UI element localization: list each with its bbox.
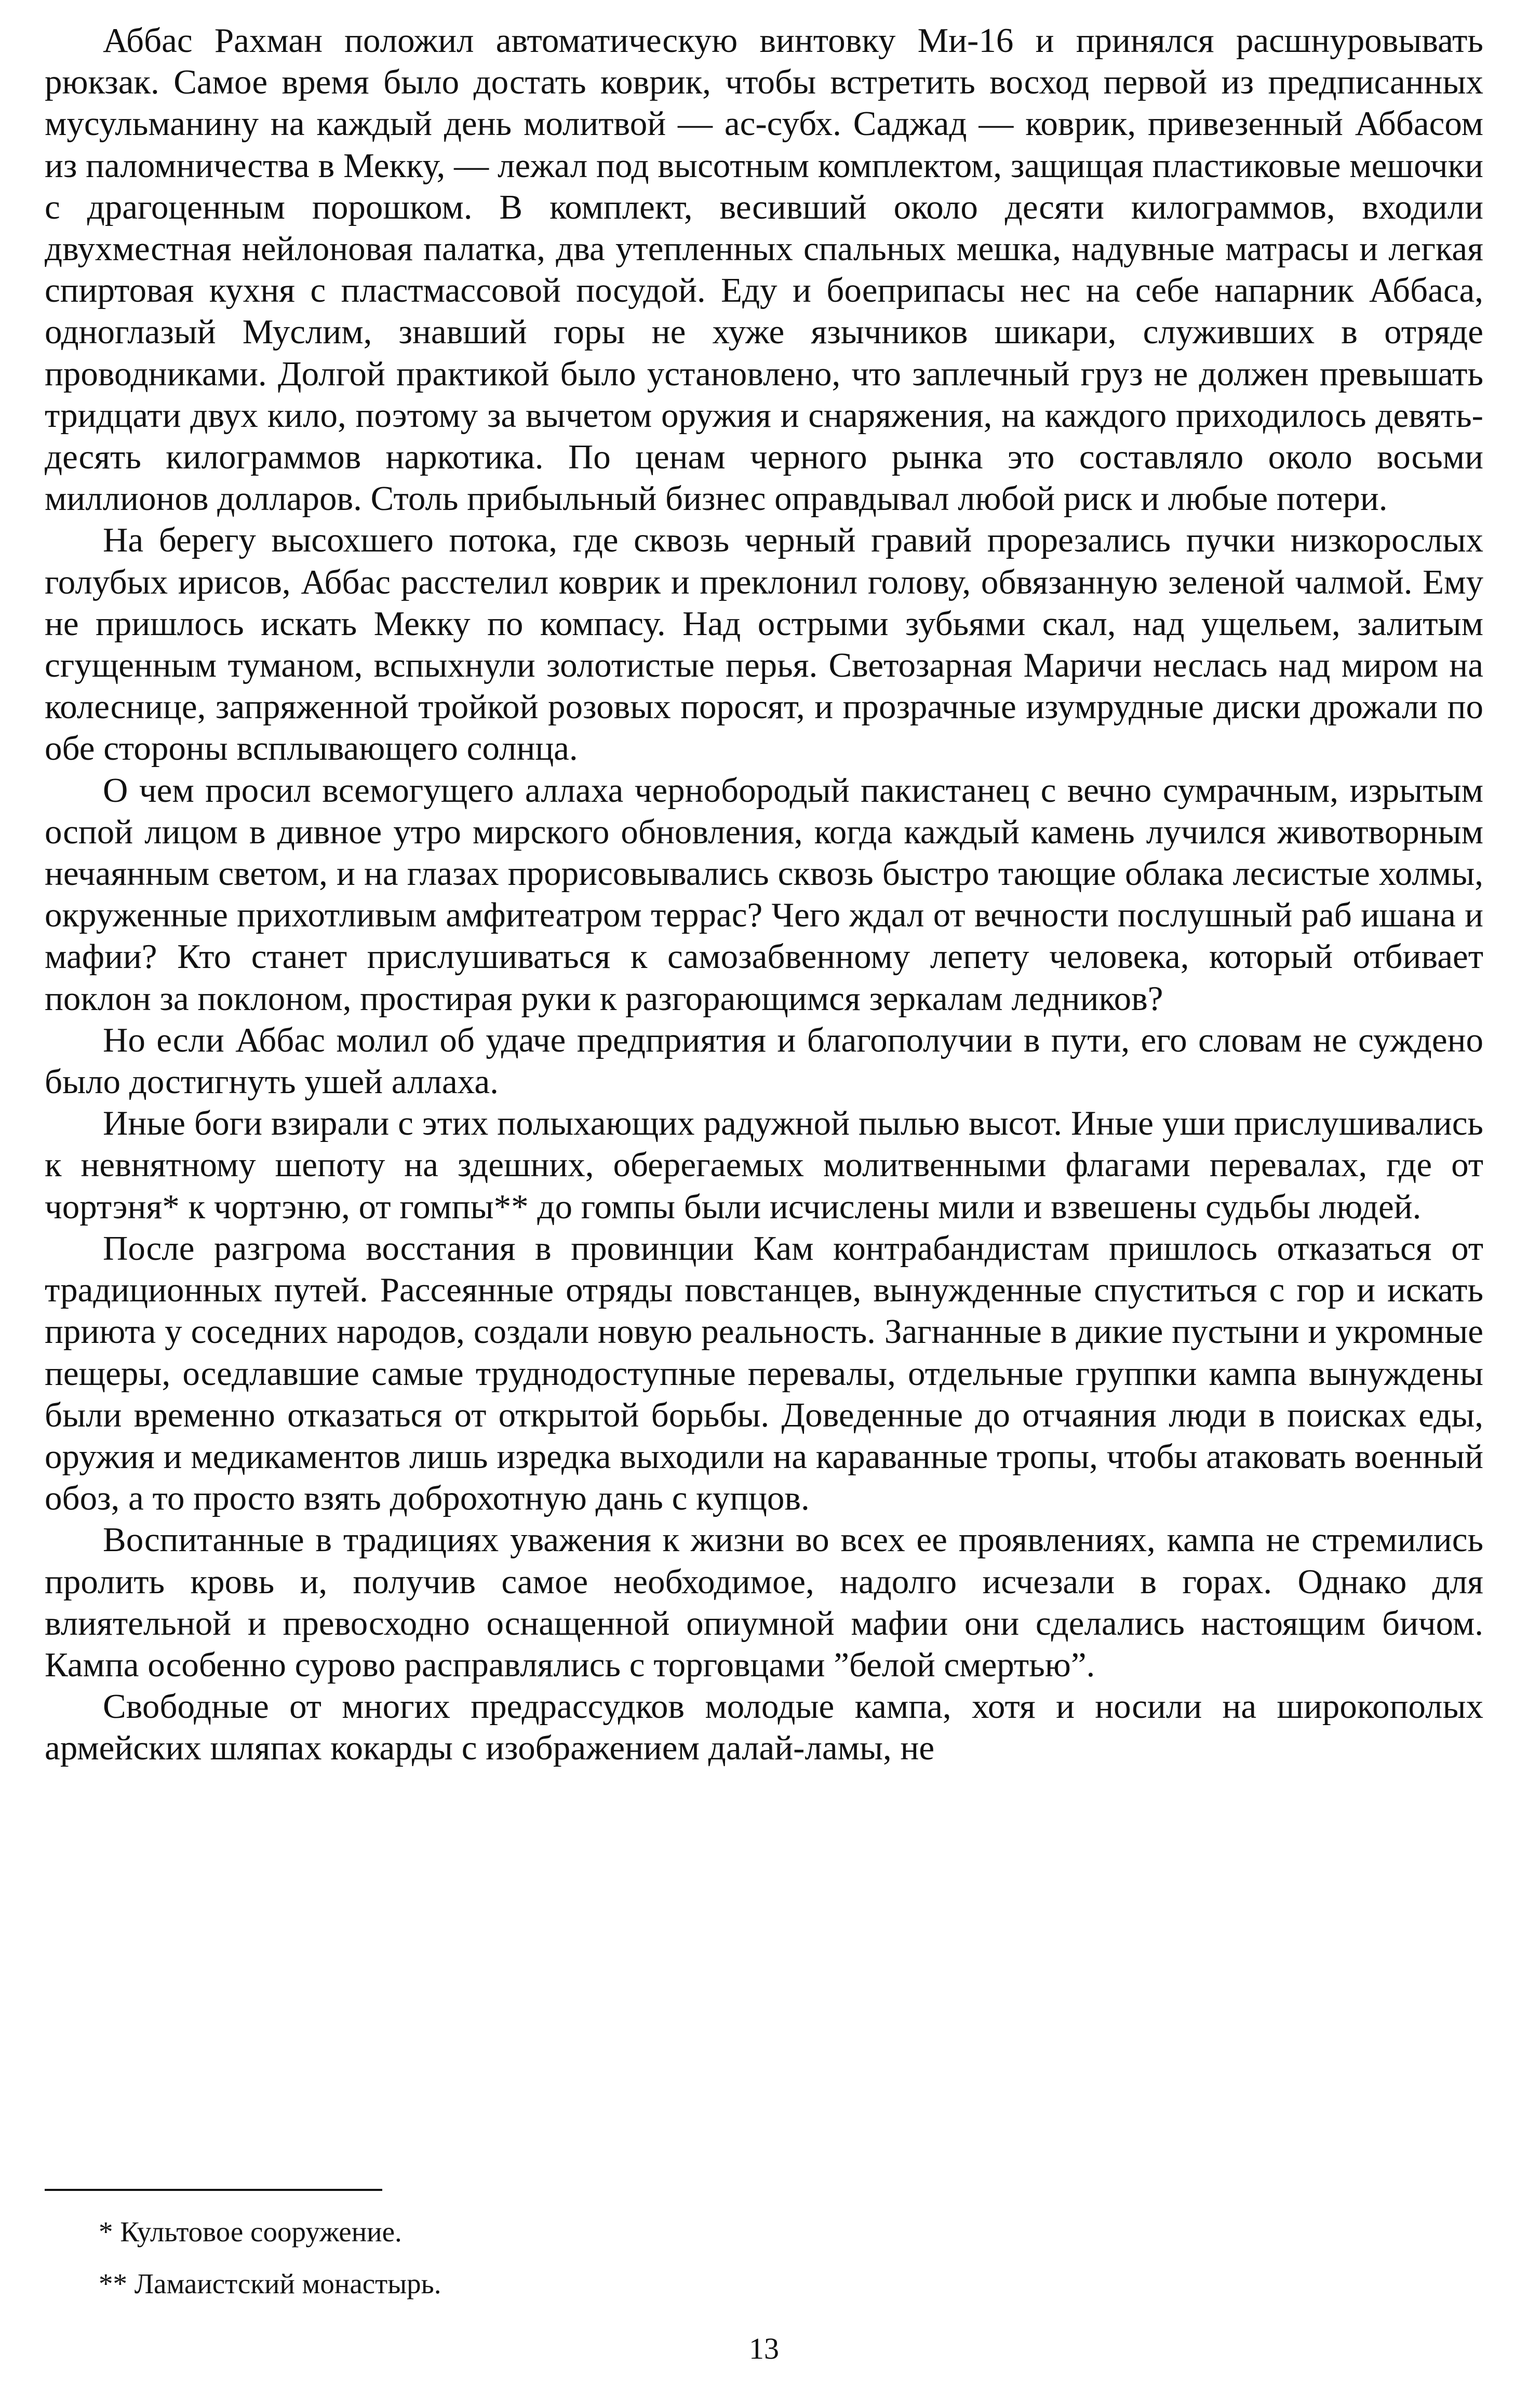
footnotes [45,2206,1483,2310]
paragraph-1: Аббас Рахман положил автоматическую винтовку Ми-16 и принялся расшнуровывать рюкзак. Самое время было достать коврик, чтобы встретить восход первой из предписанных мусульманину на каждый день молитвой — ас-субх. Саджад — коврик, привезенный Аббасом из паломничества в Мекку, — лежал под высотным комплектом, защищая пластиковые мешочки с драгоценным порошком. В комплект, весивший около десяти килограммов, входили двухместная нейлоновая палатка, два утепленных спальных мешка, надувные матрасы и легкая спиртовая кухня с пластмассовой посудой. Еду и боеприпасы нес на себе напарник Аббаса, одноглазый Муслим, знавший горы не хуже язычников шикари, служивших в отряде проводниками. Долгой практикой было установлено, что заплечный груз не должен превышать тридцати двух кило, поэтому за вычетом оружия и снаряжения, на каждого приходилось девять-десять килограммов наркотика. По ценам черного рынка это составляло около восьми миллионов долларов. Столь прибыльный бизнес оправдывал любой риск и любые потери. [45,21,1483,518]
footnote-2: ** Ламаистский монастырь. [99,2268,441,2299]
footnote-divider [45,2189,382,2191]
paragraph-6: После разгрома восстания в провинции Кам контрабандистам пришлось отказаться от традиционных путей. Рассеянные отряды повстанцев, вынужденные спуститься с гор и искать приюта у соседних народов, создали новую реальность. Загнанные в дикие пустыни и укромные пещеры, оседлавшие самые труднодоступные перевалы, отдельные группки кампа вынуждены были временно отказаться от открытой борьбы. Доведенные до отчаяния люди в поисках еды, оружия и медикаментов лишь изредка выходили на караванные тропы, чтобы атаковать военный обоз, а то просто взять доброхотную дань с купцов. [45,1229,1483,1518]
paragraph-8: Свободные от многих предрассудков молодые кампа, хотя и носили на широкополых армейских шляпах кокарды с изображением далай-ламы, не [45,1687,1483,1768]
paragraph-2: На берегу высохшего потока, где сквозь черный гравий прорезались пучки низкорослых голубых ирисов, Аббас расстелил коврик и преклонил голову, обвязанную зеленой чалмой. Ему не пришлось искать Мекку по компасу. Над острыми зубьями скал, над ущельем, залитым сгущенным туманом, вспыхнули золотистые перья. Светозарная Маричи неслась над миром на колеснице, запряженной тройкой розовых поросят, и прозрачные изумрудные диски дрожали по обе стороны всплывающего солнца. [45,521,1483,768]
footnote-1: * Культовое сооружение. [99,2216,402,2248]
page-number: 13 [749,2332,779,2365]
paragraph-3: О чем просил всемогущего аллаха чернобородый пакистанец с вечно сумрачным, изрытым оспой лицом в дивное утро мирского обновления, когда каждый камень лучился животворным нечаянным светом, и на глазах прорисовывались сквозь быстро тающие облака лесистые холмы, окруженные прихотливым амфитеатром террас? Чего ждал от вечности послушный раб ишана и мафии? Кто станет прислушиваться к самозабвенному лепету человека, который отбивает поклон за поклоном, простирая руки к разгорающимся зеркалам ледников? [45,771,1483,1018]
paragraph-4: Но если Аббас молил об удаче предприятия и благополучии в пути, его словам не суждено было достигнуть ушей аллаха. [45,1020,1483,1101]
body-text [45,20,1483,1769]
book-page [45,0,1483,2408]
paragraph-5: Иные боги взирали с этих полыхающих радужной пылью высот. Иные уши прислушивались к невнятному шепоту на здешних, оберегаемых молитвенными флагами перевалах, где от чортэня* к чортэню, от гомпы** до гомпы были исчислены мили и взвешены судьбы людей. [45,1104,1483,1226]
paragraph-7: Воспитанные в традициях уважения к жизни во всех ее проявлениях, кампа не стремились пролить кровь и, получив самое необходимое, надолго исчезали в горах. Однако для влиятельной и превосходно оснащенной опиумной мафии они сделались настоящим бичом. Кампа особенно сурово расправлялись с торговцами ”белой смертью”. [45,1521,1483,1684]
